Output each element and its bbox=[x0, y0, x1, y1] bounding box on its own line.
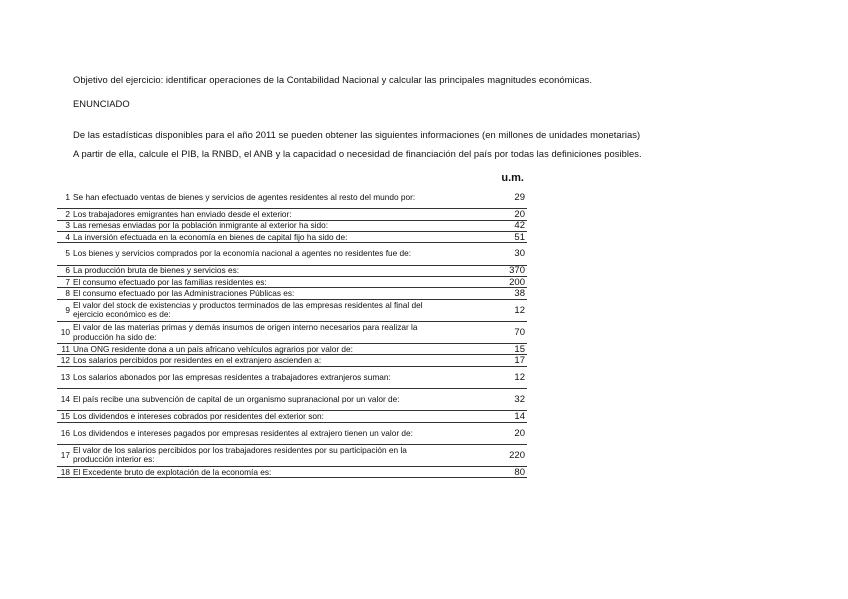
item-number: 10 bbox=[57, 321, 72, 343]
item-description-text: El valor de las materias primas y demás insumos de origen interno necesarios para realizar la producción ha sido de: bbox=[73, 322, 418, 342]
item-value: 32 bbox=[453, 389, 527, 411]
item-description-text: El Excedente bruto de explotación de la economía es: bbox=[73, 466, 272, 477]
item-value: 14 bbox=[453, 411, 527, 422]
item-value: 29 bbox=[453, 187, 527, 209]
item-description-text: El país recibe una subvención de capital de un organismo supranacional por un valor de: bbox=[73, 394, 400, 405]
item-description bbox=[72, 411, 453, 422]
item-description bbox=[72, 220, 453, 231]
item-number: 7 bbox=[57, 276, 72, 287]
item-description bbox=[72, 389, 453, 411]
item-description-text: La inversión efectuada en la economía en bienes de capital fijo ha sido de: bbox=[73, 231, 348, 242]
item-value: 220 bbox=[453, 444, 527, 466]
item-description-text: Los salarios abonados por las empresas residentes a trabajadores extranjeros suman: bbox=[73, 371, 391, 382]
item-description bbox=[72, 344, 453, 355]
item-number: 17 bbox=[57, 444, 72, 466]
item-value: 80 bbox=[453, 467, 527, 478]
item-description-text: Se han efectuado ventas de bienes y servicios de agentes residentes al resto del mundo por: bbox=[73, 191, 416, 202]
item-description-text: Los dividendos e intereses cobrados por residentes del exterior son: bbox=[73, 410, 324, 421]
item-number: 16 bbox=[57, 422, 72, 444]
table-row bbox=[57, 389, 527, 411]
item-description-text: Las remesas enviadas por la población inmigrante al exterior ha sido: bbox=[73, 220, 329, 231]
unit-column-header: u.m. bbox=[501, 172, 524, 184]
item-value: 20 bbox=[453, 209, 527, 220]
table-row bbox=[57, 344, 527, 355]
item-description bbox=[72, 355, 453, 366]
table-row bbox=[57, 265, 527, 276]
item-description-text: El consumo efectuado por las Administraciones Públicas es: bbox=[73, 287, 295, 298]
item-description-text: Los bienes y servicios comprados por la economía nacional a agentes no residentes fue de: bbox=[73, 248, 412, 259]
item-description-text: El consumo efectuado por las familias residentes es: bbox=[73, 276, 267, 287]
item-description bbox=[72, 265, 453, 276]
data-table bbox=[57, 187, 527, 478]
item-description bbox=[72, 231, 453, 242]
item-description-text: Los salarios percibidos por residentes en el extranjero ascienden a: bbox=[73, 355, 322, 366]
item-number: 18 bbox=[57, 467, 72, 478]
item-description bbox=[72, 366, 453, 388]
item-number: 9 bbox=[57, 299, 72, 321]
item-description bbox=[72, 243, 453, 265]
item-value: 15 bbox=[453, 344, 527, 355]
table-row bbox=[57, 299, 527, 321]
item-description-text: La producción bruta de bienes y servicios es: bbox=[73, 265, 240, 276]
item-value: 51 bbox=[453, 231, 527, 242]
table-row bbox=[57, 220, 527, 231]
table-row bbox=[57, 276, 527, 287]
item-description-text: Los trabajadores emigrantes han enviado desde el exterior: bbox=[73, 208, 292, 219]
item-number: 4 bbox=[57, 231, 72, 242]
table-row bbox=[57, 187, 527, 209]
item-value: 12 bbox=[453, 299, 527, 321]
item-value: 200 bbox=[453, 276, 527, 287]
item-number: 2 bbox=[57, 209, 72, 220]
table-row bbox=[57, 288, 527, 299]
item-number: 5 bbox=[57, 243, 72, 265]
item-value: 38 bbox=[453, 288, 527, 299]
item-description-text: Los dividendos e intereses pagados por empresas residentes al extrajero tienen un valor de: bbox=[73, 427, 413, 438]
data-table-body bbox=[57, 187, 527, 478]
intro-paragraph-2: A partir de ella, calcule el PIB, la RNBD, el ANB y la capacidad o necesidad de financiación del país por todas las definiciones posibles. bbox=[73, 148, 642, 159]
item-description bbox=[72, 276, 453, 287]
item-number: 6 bbox=[57, 265, 72, 276]
item-description bbox=[72, 209, 453, 220]
item-value: 17 bbox=[453, 355, 527, 366]
table-row bbox=[57, 321, 527, 343]
table-row bbox=[57, 231, 527, 242]
item-number: 12 bbox=[57, 355, 72, 366]
item-description bbox=[72, 299, 453, 321]
table-row bbox=[57, 467, 527, 478]
table-row bbox=[57, 422, 527, 444]
item-description bbox=[72, 422, 453, 444]
item-description-text: Una ONG residente dona a un país africano vehículos agrarios por valor de: bbox=[73, 343, 353, 354]
item-number: 3 bbox=[57, 220, 72, 231]
item-value: 42 bbox=[453, 220, 527, 231]
item-value: 12 bbox=[453, 366, 527, 388]
item-number: 13 bbox=[57, 366, 72, 388]
item-description-text: El valor de los salarios percibidos por los trabajadores residentes por su participación en la producción interior es: bbox=[73, 445, 407, 465]
item-number: 1 bbox=[57, 187, 72, 209]
item-value: 20 bbox=[453, 422, 527, 444]
table-row bbox=[57, 355, 527, 366]
table-row bbox=[57, 444, 527, 466]
item-value: 370 bbox=[453, 265, 527, 276]
item-description bbox=[72, 444, 453, 466]
table-row bbox=[57, 243, 527, 265]
item-number: 8 bbox=[57, 288, 72, 299]
item-description bbox=[72, 288, 453, 299]
item-value: 70 bbox=[453, 321, 527, 343]
item-number: 14 bbox=[57, 389, 72, 411]
table-row bbox=[57, 366, 527, 388]
table-row bbox=[57, 411, 527, 422]
intro-paragraph-1: De las estadísticas disponibles para el año 2011 se pueden obtener las siguientes informaciones (en millones de unidades monetarias) bbox=[73, 129, 641, 140]
item-number: 11 bbox=[57, 344, 72, 355]
table-row bbox=[57, 209, 527, 220]
item-description bbox=[72, 187, 453, 209]
section-heading: ENUNCIADO bbox=[73, 98, 130, 109]
item-description bbox=[72, 321, 453, 343]
item-number: 15 bbox=[57, 411, 72, 422]
item-description-text: El valor del stock de existencias y productos terminados de las empresas residentes al final del ejercicio económico es de: bbox=[73, 300, 423, 320]
exercise-objective: Objetivo del ejercicio: identificar operaciones de la Contabilidad Nacional y calcular las principales magnitudes económicas. bbox=[73, 74, 593, 85]
item-description bbox=[72, 467, 453, 478]
item-value: 30 bbox=[453, 243, 527, 265]
